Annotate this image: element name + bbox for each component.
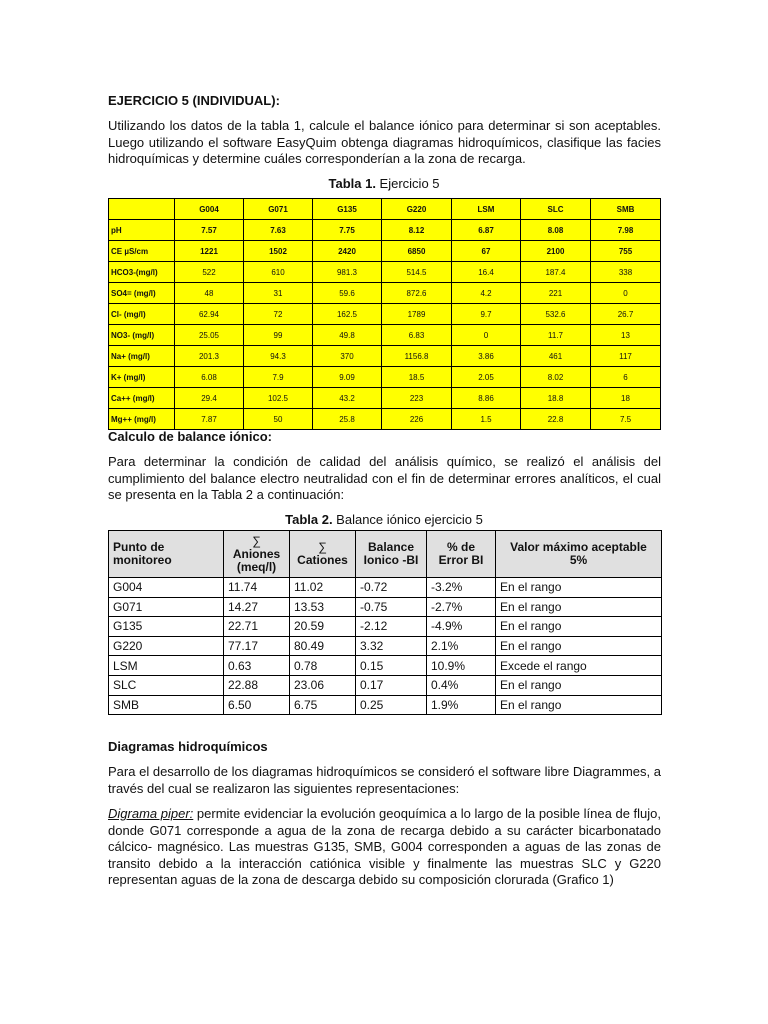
table2-header-cationes-text: Cationes: [297, 553, 348, 567]
table1-cell: 221: [521, 283, 591, 304]
table1-cell: 223: [382, 388, 452, 409]
table2-body: [109, 578, 662, 715]
table1-cell: 1789: [382, 304, 452, 325]
table1-cell: 31: [244, 283, 313, 304]
table1-header-cell: G071: [244, 199, 313, 220]
table1-cell: 461: [521, 346, 591, 367]
table2-header-error: % de Error BI: [427, 531, 496, 578]
table1-cell: 26.7: [591, 304, 661, 325]
balance-heading: Calculo de balance iónico:: [108, 429, 272, 444]
table1-cell: 59.6: [313, 283, 382, 304]
table1-cell: 9.7: [452, 304, 521, 325]
table1-cell: 514.5: [382, 262, 452, 283]
table1-cell: 187.4: [521, 262, 591, 283]
exercise-heading: EJERCICIO 5 (INDIVIDUAL):: [108, 93, 280, 108]
table1-cell: 117: [591, 346, 661, 367]
table2-cell-cationes: 80.49: [290, 636, 356, 656]
table2-cell-cationes: 20.59: [290, 617, 356, 637]
table2-cell-punto: G004: [109, 578, 224, 598]
table1-cell: 8.86: [452, 388, 521, 409]
table1-caption-label: Tabla 1.: [328, 176, 376, 191]
table1-body: [109, 220, 661, 430]
table1-cell: 1221: [175, 241, 244, 262]
sigma-symbol: ∑: [252, 533, 261, 548]
table1-header-cell: SLC: [521, 199, 591, 220]
table1-header-cell: SMB: [591, 199, 661, 220]
table1-cell: 1502: [244, 241, 313, 262]
table1-row-label: Cl- (mg/l): [109, 304, 175, 325]
table1-cell: 7.9: [244, 367, 313, 388]
table1-cell: 610: [244, 262, 313, 283]
table2-cell-punto: SLC: [109, 675, 224, 695]
table1-header-cell: G135: [313, 199, 382, 220]
table2-row: [109, 656, 662, 676]
table2-cell-valor: Excede el rango: [496, 656, 662, 676]
table1-cell: 872.6: [382, 283, 452, 304]
table2-cell-valor: En el rango: [496, 597, 662, 617]
table1-row: [109, 304, 661, 325]
table1-cell: 9.09: [313, 367, 382, 388]
table1-header-cell: G004: [175, 199, 244, 220]
table1-cell: 6.83: [382, 325, 452, 346]
table1-cell: 7.98: [591, 220, 661, 241]
table2: [108, 530, 662, 715]
table1-cell: 4.2: [452, 283, 521, 304]
table2-caption-label: Tabla 2.: [285, 512, 333, 527]
table1-cell: 25.05: [175, 325, 244, 346]
table2-cell-bi: 3.32: [356, 636, 427, 656]
table2-caption-text: Balance iónico ejercicio 5: [332, 512, 483, 527]
table2-cell-punto: G135: [109, 617, 224, 637]
diagramas-paragraph: Para el desarrollo de los diagramas hidroquímicos se consideró el software libre Diagrammes, a través del cual se realizaron las siguientes representaciones:: [108, 764, 661, 796]
table2-cell-error: -2.7%: [427, 597, 496, 617]
table1-row: [109, 283, 661, 304]
table1-cell: 72: [244, 304, 313, 325]
table1-cell: 755: [591, 241, 661, 262]
table2-cell-cationes: 13.53: [290, 597, 356, 617]
table2-cell-punto: G071: [109, 597, 224, 617]
table2-row: [109, 636, 662, 656]
table1-cell: 11.7: [521, 325, 591, 346]
table2-row: [109, 617, 662, 637]
table1-row-label: CE µS/cm: [109, 241, 175, 262]
table1-row: [109, 388, 661, 409]
exercise-paragraph: Utilizando los datos de la tabla 1, calcule el balance iónico para determinar si son aceptables. Luego utilizando el software EasyQuim obtenga diagramas hidroquímicos, clasifique las facies hidroquímicas y determine cuáles corresponderían a la zona de recarga.: [108, 118, 661, 167]
table2-header-aniones-text: Aniones (meq/l): [232, 546, 281, 574]
table2-cell-valor: En el rango: [496, 636, 662, 656]
table1-caption-text: Ejercicio 5: [375, 176, 440, 191]
table1-row-label: HCO3-(mg/l): [109, 262, 175, 283]
table2-header-valor: Valor máximo aceptable 5%: [496, 531, 662, 578]
table1-cell: 370: [313, 346, 382, 367]
table1-cell: 981.3: [313, 262, 382, 283]
table2-header-aniones: [224, 531, 290, 578]
table1-cell: 7.63: [244, 220, 313, 241]
table1-row: [109, 325, 661, 346]
table1-cell: 2420: [313, 241, 382, 262]
table1-row-label: pH: [109, 220, 175, 241]
table2-caption: [0, 512, 768, 527]
table1-cell: 13: [591, 325, 661, 346]
table2-cell-aniones: 22.71: [224, 617, 290, 637]
balance-paragraph: Para determinar la condición de calidad del análisis químico, se realizó el análisis del cumplimiento del balance electro neutralidad con el fin de determinar errores analíticos, el cual se presenta en la Tabla 2 a continuación:: [108, 454, 661, 503]
table1-row-label: Na+ (mg/l): [109, 346, 175, 367]
table1-cell: 8.12: [382, 220, 452, 241]
table2-row: [109, 597, 662, 617]
piper-term: Digrama piper:: [108, 806, 194, 821]
table1-row: [109, 241, 661, 262]
table1-cell: 62.94: [175, 304, 244, 325]
table1-row-label: SO4= (mg/l): [109, 283, 175, 304]
table1-cell: 8.02: [521, 367, 591, 388]
table2-cell-error: 2.1%: [427, 636, 496, 656]
table1-row-label: Mg++ (mg/l): [109, 409, 175, 430]
table2-cell-bi: 0.17: [356, 675, 427, 695]
table2-cell-punto: G220: [109, 636, 224, 656]
table1-header-row: [109, 199, 661, 220]
table1-row-label: Ca++ (mg/l): [109, 388, 175, 409]
table1-cell: 338: [591, 262, 661, 283]
table1-row: [109, 262, 661, 283]
table2-cell-error: 10.9%: [427, 656, 496, 676]
table1-cell: 67: [452, 241, 521, 262]
table2-cell-cationes: 11.02: [290, 578, 356, 598]
table2-row: [109, 695, 662, 715]
table1-header-cell: G220: [382, 199, 452, 220]
table2-cell-error: 0.4%: [427, 675, 496, 695]
table2-cell-error: -4.9%: [427, 617, 496, 637]
table1-caption: [0, 176, 768, 191]
table1-cell: 102.5: [244, 388, 313, 409]
diagramas-heading: Diagramas hidroquímicos: [108, 739, 268, 754]
table1-cell: 201.3: [175, 346, 244, 367]
table1-cell: 1156.8: [382, 346, 452, 367]
table2-cell-aniones: 6.50: [224, 695, 290, 715]
table1-cell: 29.4: [175, 388, 244, 409]
table2-cell-cationes: 6.75: [290, 695, 356, 715]
table2-header-balance: Balance Ionico -BI: [356, 531, 427, 578]
table2-cell-punto: LSM: [109, 656, 224, 676]
table1-cell: 99: [244, 325, 313, 346]
table2-header-row: [109, 531, 662, 578]
table1-cell: 0: [591, 283, 661, 304]
table1-cell: 162.5: [313, 304, 382, 325]
table1-cell: 6.08: [175, 367, 244, 388]
table2-cell-cationes: 0.78: [290, 656, 356, 676]
table2-cell-aniones: 14.27: [224, 597, 290, 617]
table1-cell: 18: [591, 388, 661, 409]
table1: [108, 198, 661, 430]
table1-cell: 25.8: [313, 409, 382, 430]
piper-text: permite evidenciar la evolución geoquímica a lo largo de la posible línea de flujo, donde G071 corresponde a agua de la zona de recarga debido a su carácter bicarbonatado cálcico- magnésico. Las muestras G135, SMB, G004 corresponden a aguas de las zonas de transito debido a la interacción catiónica visible y finalmente las muestras SLC y G220 representan aguas de la zona de descarga debido su composición clorurada (Grafico 1): [108, 806, 662, 888]
table2-cell-cationes: 23.06: [290, 675, 356, 695]
table1-cell: 18.5: [382, 367, 452, 388]
table1-row: [109, 409, 661, 430]
table2-cell-valor: En el rango: [496, 675, 662, 695]
table1-cell: 2.05: [452, 367, 521, 388]
table2-cell-aniones: 0.63: [224, 656, 290, 676]
table1-cell: 8.08: [521, 220, 591, 241]
table1-cell: 43.2: [313, 388, 382, 409]
table1-cell: 1.5: [452, 409, 521, 430]
table2-cell-punto: SMB: [109, 695, 224, 715]
table1-row: [109, 346, 661, 367]
table1-row: [109, 220, 661, 241]
table2-row: [109, 578, 662, 598]
table2-cell-aniones: 22.88: [224, 675, 290, 695]
table1-cell: 94.3: [244, 346, 313, 367]
table2-cell-error: 1.9%: [427, 695, 496, 715]
table1-header-cell: [109, 199, 175, 220]
table1-cell: 6: [591, 367, 661, 388]
table1-cell: 18.8: [521, 388, 591, 409]
table2-cell-bi: -0.72: [356, 578, 427, 598]
table1-cell: 7.87: [175, 409, 244, 430]
table1-cell: 16.4: [452, 262, 521, 283]
table1-cell: 48: [175, 283, 244, 304]
table2-cell-aniones: 77.17: [224, 636, 290, 656]
table1-cell: 7.75: [313, 220, 382, 241]
table2-header-punto: Punto de monitoreo: [109, 531, 224, 578]
table1-cell: 6850: [382, 241, 452, 262]
table1-cell: 22.8: [521, 409, 591, 430]
table1-cell: 532.6: [521, 304, 591, 325]
table1-cell: 7.57: [175, 220, 244, 241]
table2-cell-error: -3.2%: [427, 578, 496, 598]
table2-cell-valor: En el rango: [496, 695, 662, 715]
table2-cell-bi: -2.12: [356, 617, 427, 637]
table2-cell-bi: 0.15: [356, 656, 427, 676]
table1-cell: 0: [452, 325, 521, 346]
piper-paragraph: [108, 806, 661, 889]
table1-row: [109, 367, 661, 388]
table2-cell-bi: -0.75: [356, 597, 427, 617]
table2-header-cationes: [290, 531, 356, 578]
table1-cell: 3.86: [452, 346, 521, 367]
table2-cell-valor: En el rango: [496, 617, 662, 637]
table1-cell: 6.87: [452, 220, 521, 241]
table1-row-label: K+ (mg/l): [109, 367, 175, 388]
sigma-symbol: ∑: [318, 540, 327, 554]
table2-cell-valor: En el rango: [496, 578, 662, 598]
table1-cell: 522: [175, 262, 244, 283]
table2-cell-aniones: 11.74: [224, 578, 290, 598]
table2-row: [109, 675, 662, 695]
table1-row-label: NO3- (mg/l): [109, 325, 175, 346]
table1-cell: 226: [382, 409, 452, 430]
table1-cell: 49.8: [313, 325, 382, 346]
table1-cell: 50: [244, 409, 313, 430]
table2-cell-bi: 0.25: [356, 695, 427, 715]
table1-cell: 7.5: [591, 409, 661, 430]
table1-cell: 2100: [521, 241, 591, 262]
table1-header-cell: LSM: [452, 199, 521, 220]
